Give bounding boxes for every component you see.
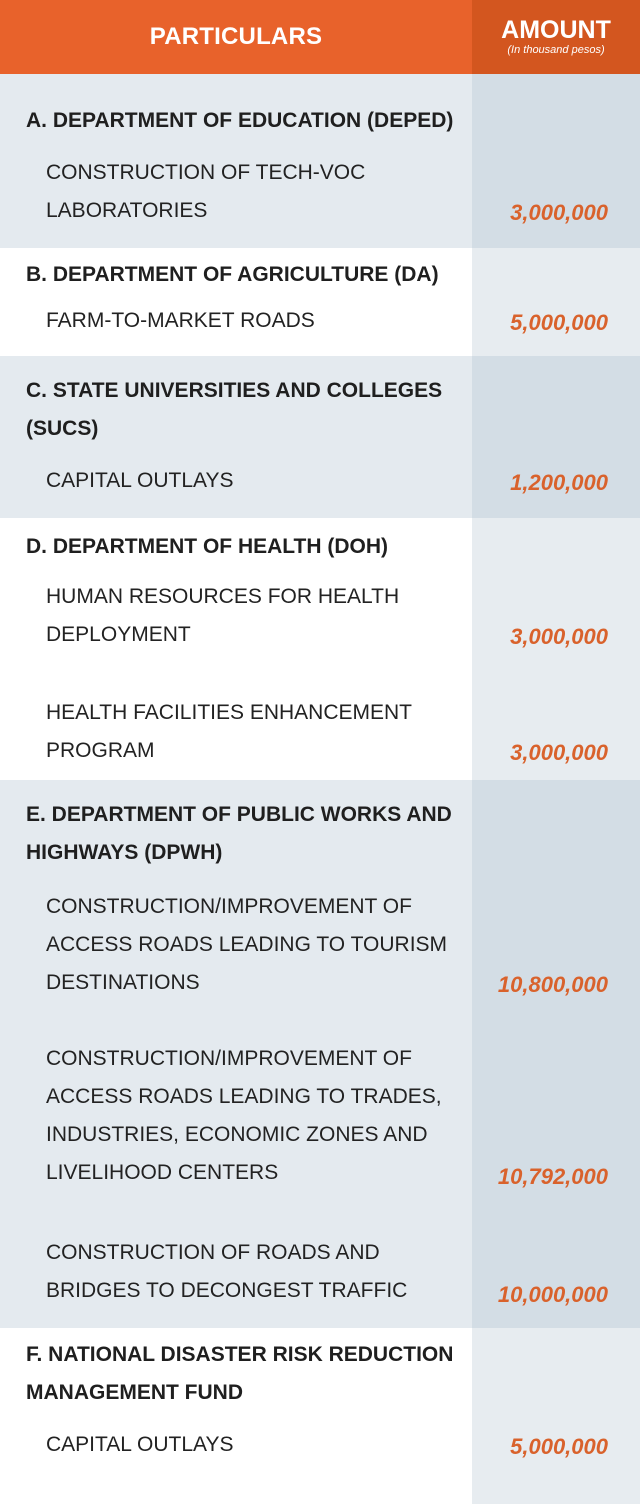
item-text: HEALTH FACILITIES ENHANCEMENT PROGRAM xyxy=(46,701,412,762)
item-amount: 5,000,000 xyxy=(510,310,608,335)
item-amount: 10,000,000 xyxy=(497,1282,608,1307)
item-text: CONSTRUCTION OF TECH-VOC LABORATORIES xyxy=(46,161,366,222)
item-text: FARM-TO-MARKET ROADS xyxy=(46,309,315,332)
amount-column-header xyxy=(472,0,640,74)
item-amount: 1,200,000 xyxy=(510,470,608,495)
section-title: F. NATIONAL DISASTER RISK REDUCTION MANAGEMENT FUND xyxy=(26,1343,454,1404)
item-amount: 10,792,000 xyxy=(497,1164,608,1189)
item-amount: 5,000,000 xyxy=(510,1434,608,1459)
item-amount: 3,000,000 xyxy=(510,200,608,225)
item-amount: 3,000,000 xyxy=(510,624,608,649)
section-ndrrm-fund xyxy=(0,1328,640,1504)
section-sucs xyxy=(0,356,640,518)
item-text: CONSTRUCTION OF ROADS AND BRIDGES TO DECONGEST TRAFFIC xyxy=(46,1241,408,1302)
amount-header-title: AMOUNT xyxy=(501,16,611,44)
item-text: CAPITAL OUTLAYS xyxy=(46,1433,234,1456)
item-text: HUMAN RESOURCES FOR HEALTH DEPLOYMENT xyxy=(46,585,400,646)
item-text: CONSTRUCTION/IMPROVEMENT OF ACCESS ROADS LEADING TO TOURISM DESTINATIONS xyxy=(46,895,448,994)
item-amount: 10,800,000 xyxy=(497,972,608,997)
section-title: A. DEPARTMENT OF EDUCATION (DEPED) xyxy=(26,109,454,132)
item-text: CONSTRUCTION/IMPROVEMENT OF ACCESS ROADS LEADING TO TRADES, INDUSTRIES, ECONOMIC ZONES AND LIVELIHOOD CENTERS xyxy=(46,1047,442,1184)
particulars-column-header: PARTICULARS xyxy=(149,23,323,50)
section-title: E. DEPARTMENT OF PUBLIC WORKS AND HIGHWAYS (DPWH) xyxy=(26,803,452,864)
section-title: D. DEPARTMENT OF HEALTH (DOH) xyxy=(26,535,389,558)
section-da xyxy=(0,248,640,356)
table-header xyxy=(0,0,640,74)
section-title: B. DEPARTMENT OF AGRICULTURE (DA) xyxy=(26,263,439,286)
section-doh xyxy=(0,518,640,780)
amount-header-unit: (In thousand pesos) xyxy=(507,44,605,56)
section-title: C. STATE UNIVERSITIES AND COLLEGES (SUCS) xyxy=(26,379,443,440)
item-amount: 3,000,000 xyxy=(510,740,608,765)
section-dpwh xyxy=(0,780,640,1328)
item-text: CAPITAL OUTLAYS xyxy=(46,469,234,492)
amount-column-cell xyxy=(472,1328,640,1504)
amount-column-cell xyxy=(472,780,640,1328)
section-deped xyxy=(0,74,640,248)
